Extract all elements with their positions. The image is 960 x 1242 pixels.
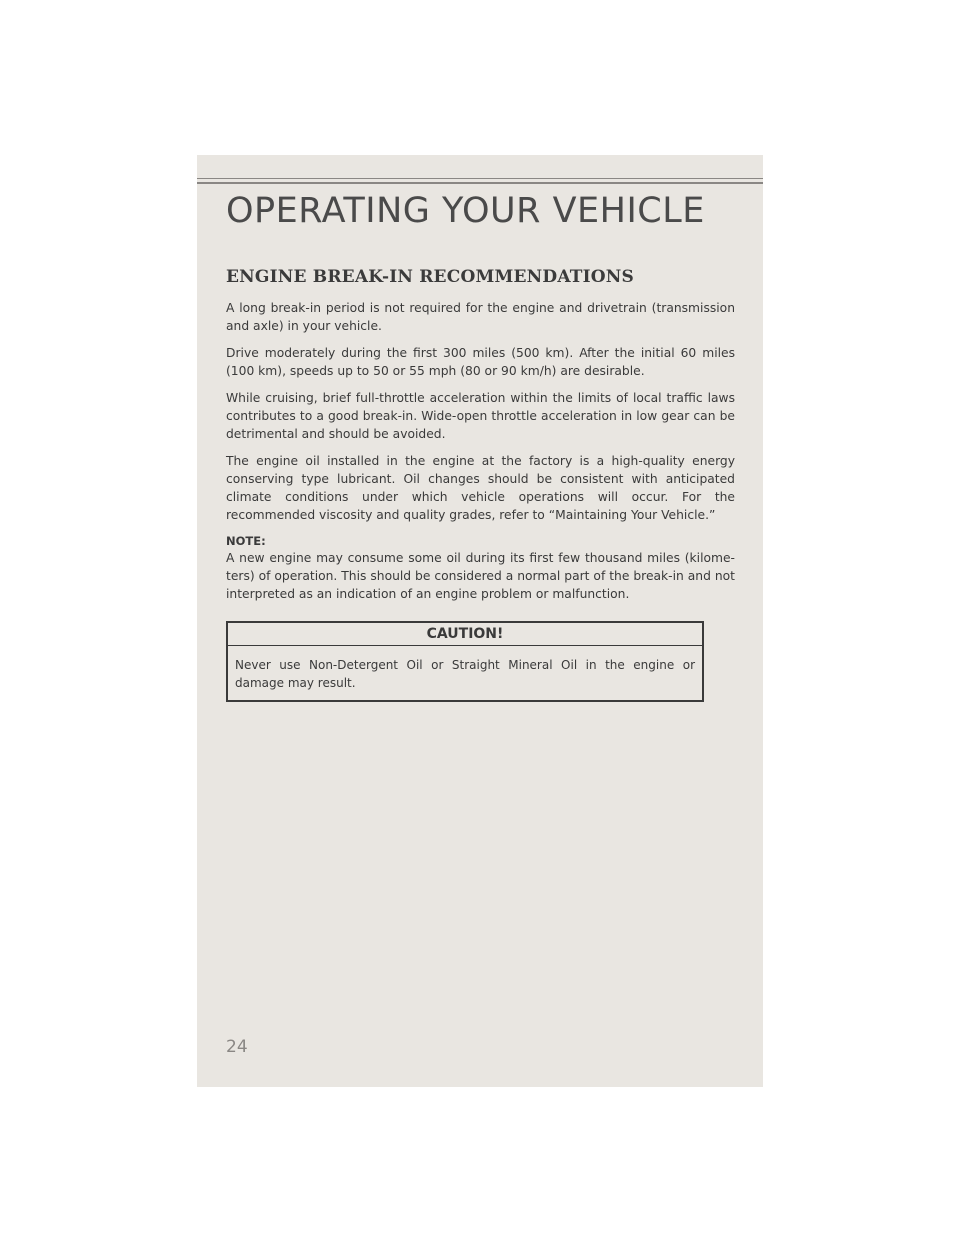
paragraph-break-in-period: A long break-in period is not required for the engine and drivetrain (transmission and axle) in your vehicle.: [226, 301, 735, 333]
page-number: 24: [226, 1037, 248, 1057]
engine-break-in-heading: ENGINE BREAK-IN RECOMMENDATIONS: [226, 267, 635, 287]
caution-box: [226, 621, 704, 702]
note-label: NOTE:: [226, 534, 266, 548]
caution-text: Never use Non-Detergent Oil or Straight Mineral Oil in the engine or damage may result.: [235, 658, 695, 690]
manual-page: [197, 155, 763, 1087]
section-title: OPERATING YOUR VEHICLE: [226, 191, 705, 231]
paragraph-cruising: While cruising, brief full-throttle acceleration within the limits of local traffic laws contributes to a good break-in. Wide-open throttle acceleration in low gear can be detrimental and should be avoided.: [226, 391, 735, 441]
note-text: A new engine may consume some oil during its first few thousand miles (kilome-ters) of operation. This should be considered a normal part of the break-in and not interpreted as an indication of an engine problem or malfunction.: [226, 551, 735, 601]
paragraph-drive-moderately: Drive moderately during the first 300 miles (500 km). After the initial 60 miles (100 km), speeds up to 50 or 55 mph (80 or 90 km/h) are desirable.: [226, 346, 735, 378]
header-rule-thin: [197, 178, 763, 179]
page-content: [226, 265, 735, 702]
caution-title: CAUTION!: [228, 623, 702, 646]
header-rule-thick: [197, 182, 763, 184]
paragraph-engine-oil: The engine oil installed in the engine at the factory is a high-quality energy conserving type lubricant. Oil changes should be consistent with anticipated climate conditions under which vehicle operations will occur. For the recommended viscosity and quality grades, refer to “Maintaining Your Vehicle.”: [226, 454, 735, 522]
